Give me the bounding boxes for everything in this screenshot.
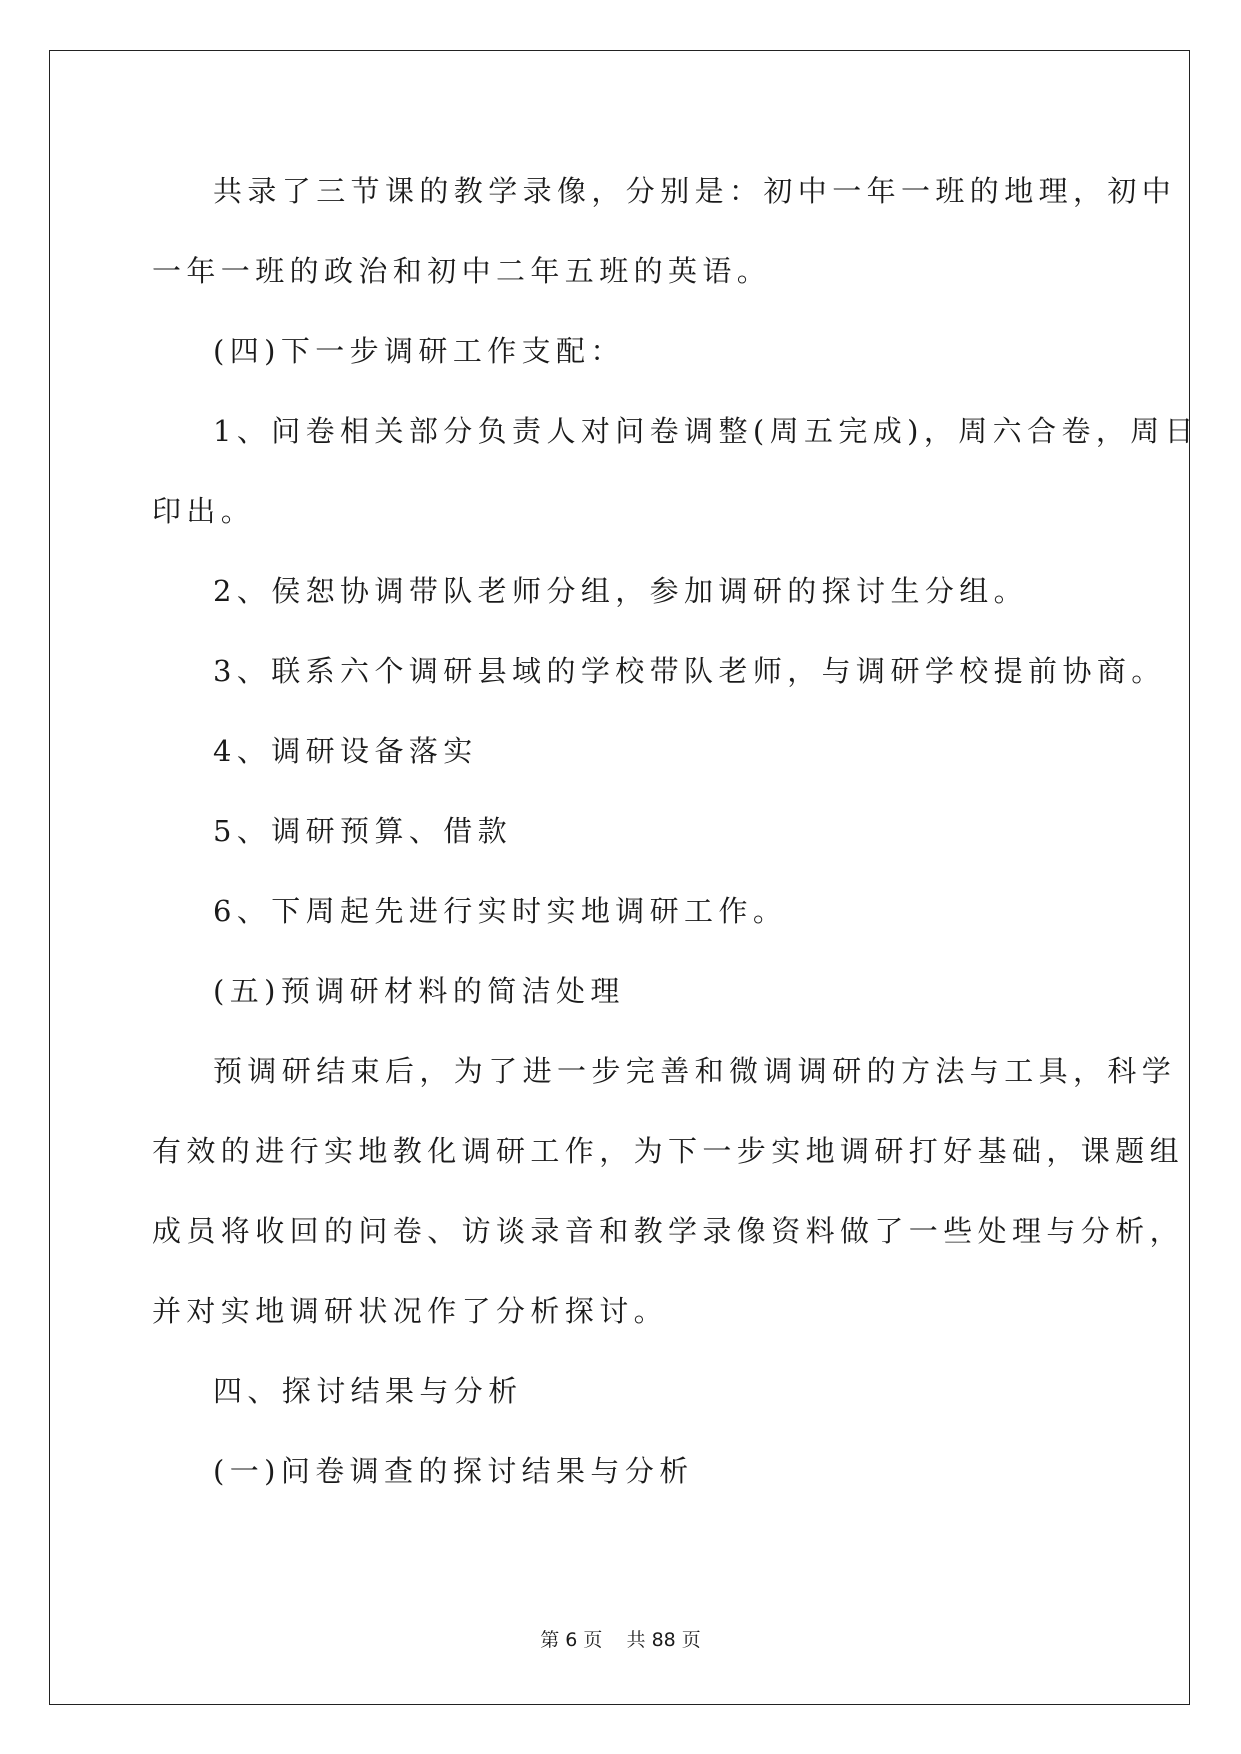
body-text-line: 预调研结束后，为了进一步完善和微调调研的方法与工具，科学	[213, 1054, 1177, 1088]
section-heading: (四)下一步调研工作支配：	[213, 334, 625, 368]
body-text-line: 成员将收回的问卷、访谈录音和教学录像资料做了一些处理与分析，	[152, 1214, 1185, 1248]
section-heading: (一)问卷调查的探讨结果与分析	[213, 1454, 694, 1488]
list-item: 6、下周起先进行实时实地调研工作。	[213, 894, 788, 928]
section-heading: 四、探讨结果与分析	[213, 1374, 523, 1408]
body-text-line: 共录了三节课的教学录像，分别是：初中一年一班的地理，初中	[213, 174, 1177, 208]
list-item: 5、调研预算、借款	[213, 814, 513, 848]
list-item: 2、侯恕协调带队老师分组，参加调研的探讨生分组。	[213, 574, 1029, 608]
page-number-footer: 第 6 页 共 88 页	[540, 1629, 701, 1651]
list-item: 1、问卷相关部分负责人对问卷调整(周五完成)，周六合卷，周日	[213, 414, 1200, 448]
body-text-line: 并对实地调研状况作了分析探讨。	[152, 1294, 669, 1328]
body-text-line: 印出。	[152, 494, 256, 528]
body-text-line: 有效的进行实地教化调研工作，为下一步实地调研打好基础，课题组	[152, 1134, 1185, 1168]
list-item: 3、联系六个调研县域的学校带队老师，与调研学校提前协商。	[213, 654, 1166, 688]
section-heading: (五)预调研材料的简洁处理	[213, 974, 625, 1008]
body-text-line: 一年一班的政治和初中二年五班的英语。	[152, 254, 772, 288]
list-item: 4、调研设备落实	[213, 734, 478, 768]
